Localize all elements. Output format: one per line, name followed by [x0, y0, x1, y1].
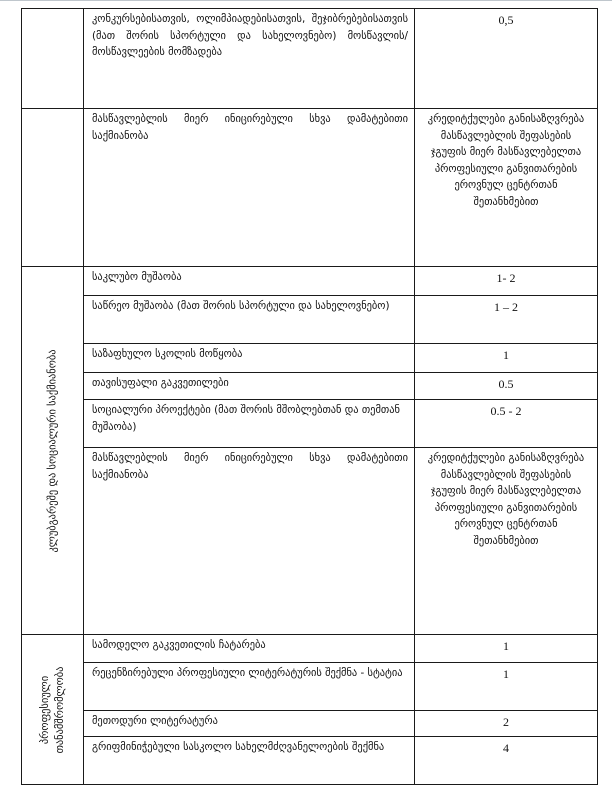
credit-value: 0.5 - 2: [490, 404, 522, 418]
activity-cell: [84, 109, 415, 267]
credit-cell: [415, 109, 598, 267]
activity-text: თავისუფალი გაკვეთილები: [92, 377, 229, 389]
credit-value: 4: [503, 741, 509, 755]
activity-cell: [84, 9, 415, 109]
table-row: [22, 663, 598, 711]
activity-cell: [84, 737, 415, 785]
category-label: კლუბგარეშე და სოციალური საქმიანობა: [46, 348, 58, 553]
credit-cell: [415, 448, 598, 635]
credit-cell: [415, 663, 598, 711]
activity-cell: [84, 296, 415, 344]
credit-cell: [415, 296, 598, 344]
activity-cell: [84, 373, 415, 400]
activity-text: გრიფმინიჭებული სასკოლო სახელმძღვანელოების შექმნა: [92, 741, 385, 753]
activity-text: კონკურსებისათვის, ოლიმპიადებისათვის, შეჯიბრებებისათვის (მათ შორის სპორტული და სახელოვნებო) მოსწავლის/მოსწავლეების მომზადება: [92, 13, 408, 58]
category-cell-professional: [22, 635, 84, 785]
credit-description: კრედიტქულები განისაზღვრება მასწავლებლის შეფასების ჯგუფის მიერ მასწავლებელთა პროფესიული განვითარების ეროვნულ ცენტრთან შეთანხმებით: [427, 452, 585, 547]
activity-text: სამოდელო გაკვეთილის ჩატარება: [92, 639, 266, 651]
credit-cell: [415, 9, 598, 109]
credit-value: 2: [503, 715, 509, 729]
table-row: [22, 711, 598, 737]
credit-cell: [415, 267, 598, 296]
category-label-line: თანამშრომლობა: [53, 666, 66, 753]
category-cell-empty: [22, 109, 84, 267]
page-top-border: [0, 0, 612, 1]
credit-cell: [415, 344, 598, 373]
credit-value: 1: [503, 639, 509, 653]
table-row: [22, 296, 598, 344]
activity-text: მასწავლებლის მიერ ინიცირებული სხვა დამატებითი საქმიანობა: [92, 113, 408, 142]
activity-cell: [84, 663, 415, 711]
activity-cell: [84, 635, 415, 663]
table-row: [22, 267, 598, 296]
activity-cell: [84, 400, 415, 448]
activity-text: სოციალური პროექტები (მათ შორის მშობლებთან და თემთან მუშაობა): [92, 404, 400, 433]
activity-text: საზაფხულო სკოლის მოწყობა: [92, 348, 243, 360]
activity-cell: [84, 711, 415, 737]
table-row: [22, 448, 598, 635]
category-cell-empty: [22, 9, 84, 109]
table-row: [22, 400, 598, 448]
credit-value: 1: [503, 348, 509, 362]
activity-cell: [84, 448, 415, 635]
credit-description: კრედიტქულები განისაზღვრება მასწავლებლის შეფასების ჯგუფის მიერ მასწავლებელთა პროფესიული განვითარების ეროვნულ ცენტრთან შეთანხმებით: [427, 113, 585, 208]
credit-cell: [415, 635, 598, 663]
table-row: [22, 109, 598, 267]
credit-value: 1- 2: [496, 271, 516, 285]
category-cell-extracurricular: [22, 267, 84, 635]
table-row: [22, 635, 598, 663]
credit-cell: [415, 737, 598, 785]
activity-cell: [84, 267, 415, 296]
activity-cell: [84, 344, 415, 373]
credit-value: 1 – 2: [494, 300, 518, 314]
credit-cell: [415, 373, 598, 400]
activity-text: რეცენზირებული პროფესიული ლიტერატურის შექმნა - სტატია: [92, 667, 403, 679]
activity-text: მეთოდური ლიტერატურა: [92, 715, 218, 727]
activity-text: მასწავლებლის მიერ ინიცირებული სხვა დამატებითი საქმიანობა: [92, 452, 408, 481]
category-label-line: პროფესიული: [38, 675, 51, 744]
credit-value: 0.5: [498, 377, 514, 391]
credit-cell: [415, 711, 598, 737]
credit-points-table: [21, 8, 598, 785]
activity-text: საკლუბო მუშაობა: [92, 271, 182, 283]
credit-value: 1: [503, 667, 509, 681]
credit-value: 0,5: [498, 13, 514, 27]
table-row: [22, 344, 598, 373]
table-row: [22, 373, 598, 400]
credit-cell: [415, 400, 598, 448]
table-row: [22, 9, 598, 109]
activity-text: საწრეო მუშაობა (მათ შორის სპორტული და სახელოვნებო): [92, 300, 390, 312]
category-label: [38, 666, 68, 753]
table-row: [22, 737, 598, 785]
